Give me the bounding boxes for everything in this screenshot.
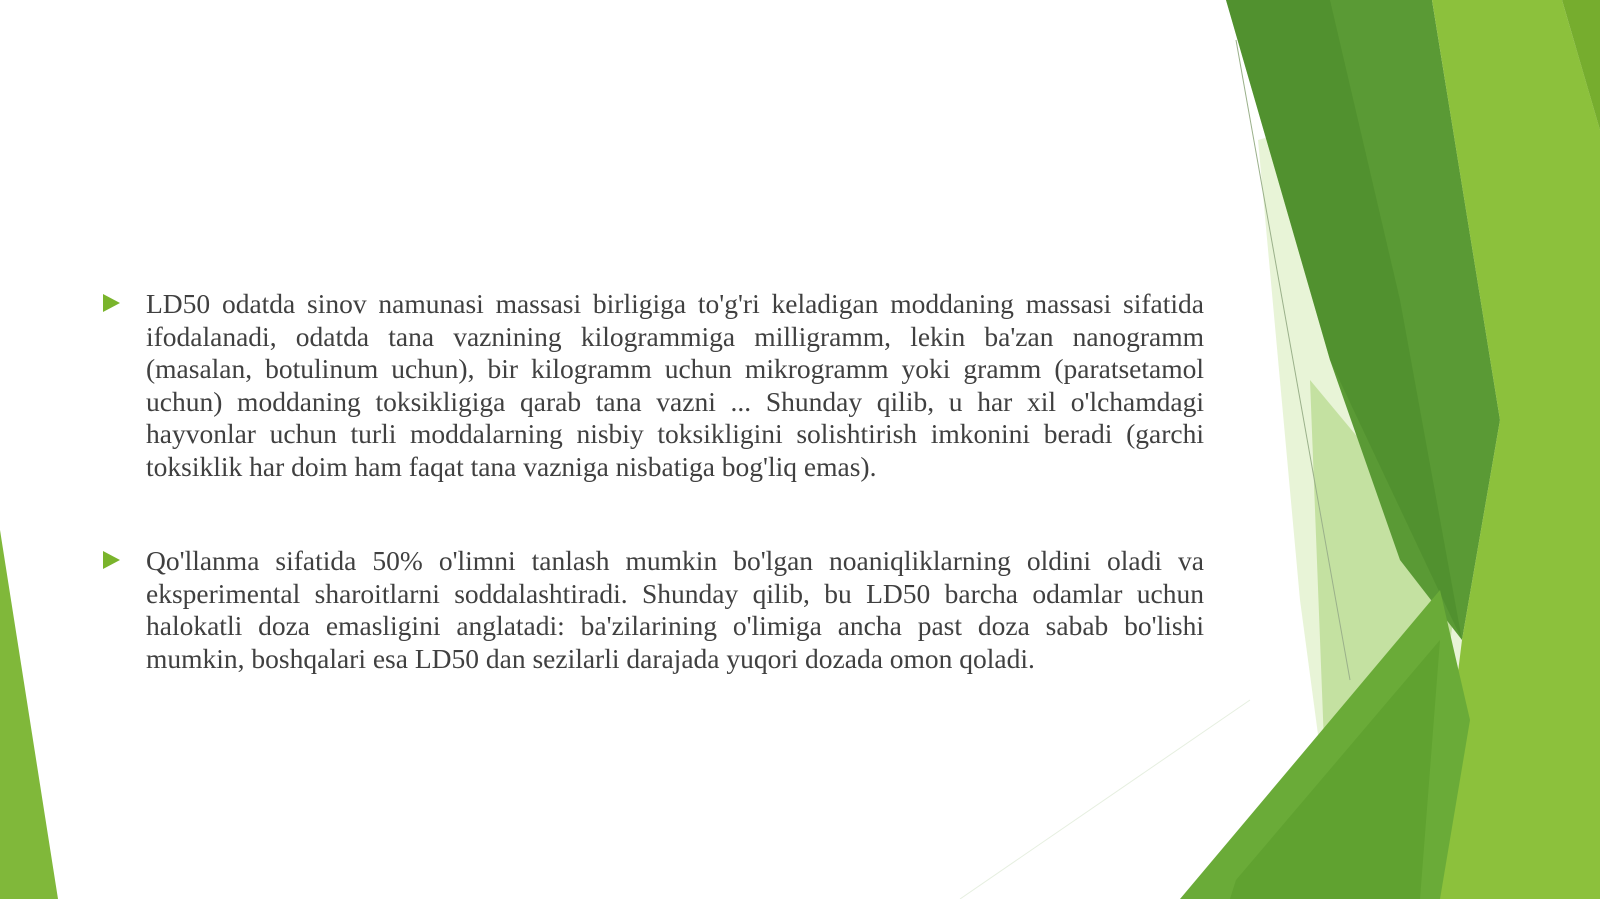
bullet-item-1 [100,288,1204,483]
bullet-arrow-icon [103,294,120,312]
bullet-text-2: Qo'llanma sifatida 50% o'limni tanlash mumkin bo'lgan noaniqliklarning oldini oladi va eksperimental sharoitlarni soddalashtiradi. Shunday qilib, bu LD50 barcha odamlar uchun halokatli doza emasligini anglatadi: ba'zilarining o'limiga ancha past doza sabab bo'lishi mumkin, boshqalari esa LD50 dan sezilarli darajada yuqori dozada omon qoladi. [146,545,1204,674]
bullet-text-1: LD50 odatda sinov namunasi massasi birligiga to'g'ri keladigan moddaning massasi sifatida ifodalanadi, odatda tana vaznining kilogrammiga milligramm, lekin ba'zan nanogramm (masalan, botulinum uchun), bir kilogramm uchun mikrogramm yoki gramm (paratsetamol uchun) moddaning toksikligiga qarab tana vazni ... Shunday qilib, u har xil o'lchamdagi hayvonlar uchun turli moddalarning nisbiy toksikligini solishtirish imkonini beradi (garchi toksiklik har doim ham faqat tana vazniga nisbatiga bog'liq emas). [146,288,1204,482]
bullet-item-2 [100,545,1204,675]
bullet-arrow-icon [103,551,120,569]
slide-content [100,288,1204,737]
left-green-strip [0,530,58,899]
